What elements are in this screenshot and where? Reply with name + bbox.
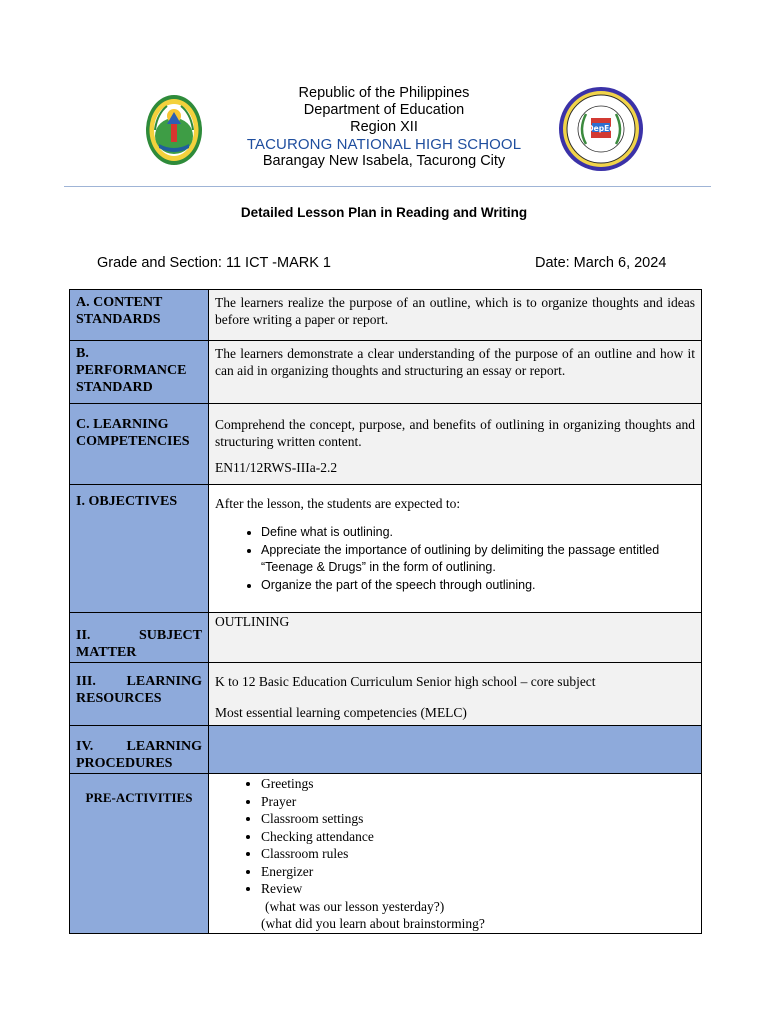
objectives-intro: After the lesson, the students are expected to: <box>215 496 461 511</box>
header-line-republic: Republic of the Philippines <box>298 85 470 101</box>
pre-activity-item: • Greetings <box>261 775 695 793</box>
row-learning-procedures <box>70 726 702 774</box>
resource-melc: Most essential learning competencies (MELC) <box>215 705 467 720</box>
lesson-plan-table <box>69 289 702 934</box>
objective-item: • Appreciate the importance of outlining by delimiting the passage entitled “Teenage & Drugs” in the form of outlining. <box>261 542 695 577</box>
value-pre-activities <box>209 774 702 934</box>
competency-code: EN11/12RWS-IIIa-2.2 <box>215 460 338 475</box>
value-learning-procedures <box>209 726 702 774</box>
value-learning-resources <box>209 663 702 726</box>
label-learning-competencies: C. LEARNING COMPETENCIES <box>70 404 209 485</box>
header-line-region: Region XII <box>350 119 418 135</box>
header-line-department: Department of Education <box>303 102 465 118</box>
row-subject-matter <box>70 613 702 663</box>
document-header <box>0 85 768 170</box>
objective-item: • Define what is outlining. <box>261 524 695 542</box>
school-name: TACURONG NATIONAL HIGH SCHOOL <box>246 136 522 153</box>
row-content-standards <box>70 290 702 341</box>
label-learning-resources-a: III. <box>76 674 96 689</box>
value-subject-matter: OUTLINING <box>209 613 702 663</box>
label-learning-procedures-b: LEARNING <box>126 739 202 754</box>
pre-activity-item: • Classroom settings <box>261 810 695 828</box>
label-subject-matter <box>70 613 209 663</box>
row-learning-competencies <box>70 404 702 485</box>
label-learning-procedures-c: PROCEDURES <box>76 756 173 771</box>
value-content-standards: The learners realize the purpose of an outline, which is to organize thoughts and ideas before writing a paper or report. <box>209 290 702 341</box>
row-learning-resources <box>70 663 702 726</box>
label-learning-resources-b: LEARNING <box>126 674 202 689</box>
label-subject-matter-a: II. <box>76 628 91 643</box>
school-address: Barangay New Isabela, Tacurong City <box>262 153 506 169</box>
value-objectives <box>209 485 702 613</box>
value-performance-standard: The learners demonstrate a clear understanding of the purpose of an outline and how it can aid in organizing thoughts and structuring an essay or report. <box>209 341 702 404</box>
value-learning-competencies <box>209 404 702 485</box>
pre-activity-item: • Prayer <box>261 793 695 811</box>
document-title: Detailed Lesson Plan in Reading and Writing <box>240 205 528 220</box>
pre-activity-item: • Classroom rules <box>261 845 695 863</box>
resource-curriculum: K to 12 Basic Education Curriculum Senior high school – core subject <box>215 674 596 689</box>
lesson-date: Date: March 6, 2024 <box>535 255 667 271</box>
label-performance-standard: B. PERFORMANCE STANDARD <box>70 341 209 404</box>
label-objectives: I. OBJECTIVES <box>70 485 209 613</box>
svg-text:DepEd: DepEd <box>587 124 615 133</box>
review-question-2: (what did you learn about brainstorming? <box>261 916 485 931</box>
label-content-standards: A. CONTENT STANDARDS <box>70 290 209 341</box>
label-subject-matter-b: SUBJECT <box>138 628 202 643</box>
row-objectives <box>70 485 702 613</box>
row-performance-standard <box>70 341 702 404</box>
header-divider <box>64 186 711 187</box>
label-pre-activities: PRE-ACTIVITIES <box>70 774 209 934</box>
objectives-list <box>215 524 695 594</box>
row-pre-activities <box>70 774 702 934</box>
pre-activities-list <box>215 775 695 898</box>
label-learning-resources <box>70 663 209 726</box>
objective-item: • Organize the part of the speech through outlining. <box>261 577 695 595</box>
pre-activity-item: • Checking attendance <box>261 828 695 846</box>
label-learning-resources-c: RESOURCES <box>76 691 162 706</box>
label-learning-procedures-a: IV. <box>76 739 94 754</box>
grade-section: Grade and Section: 11 ICT -MARK 1 <box>97 255 331 271</box>
label-subject-matter-c: MATTER <box>76 645 137 660</box>
pre-activity-item: • Review <box>261 880 695 898</box>
review-question-1: (what was our lesson yesterday?) <box>265 898 445 914</box>
pre-activity-item: • Energizer <box>261 863 695 881</box>
label-learning-procedures <box>70 726 209 774</box>
competency-text: Comprehend the concept, purpose, and benefits of outlining in organizing thoughts and structuring written content. <box>215 417 695 449</box>
